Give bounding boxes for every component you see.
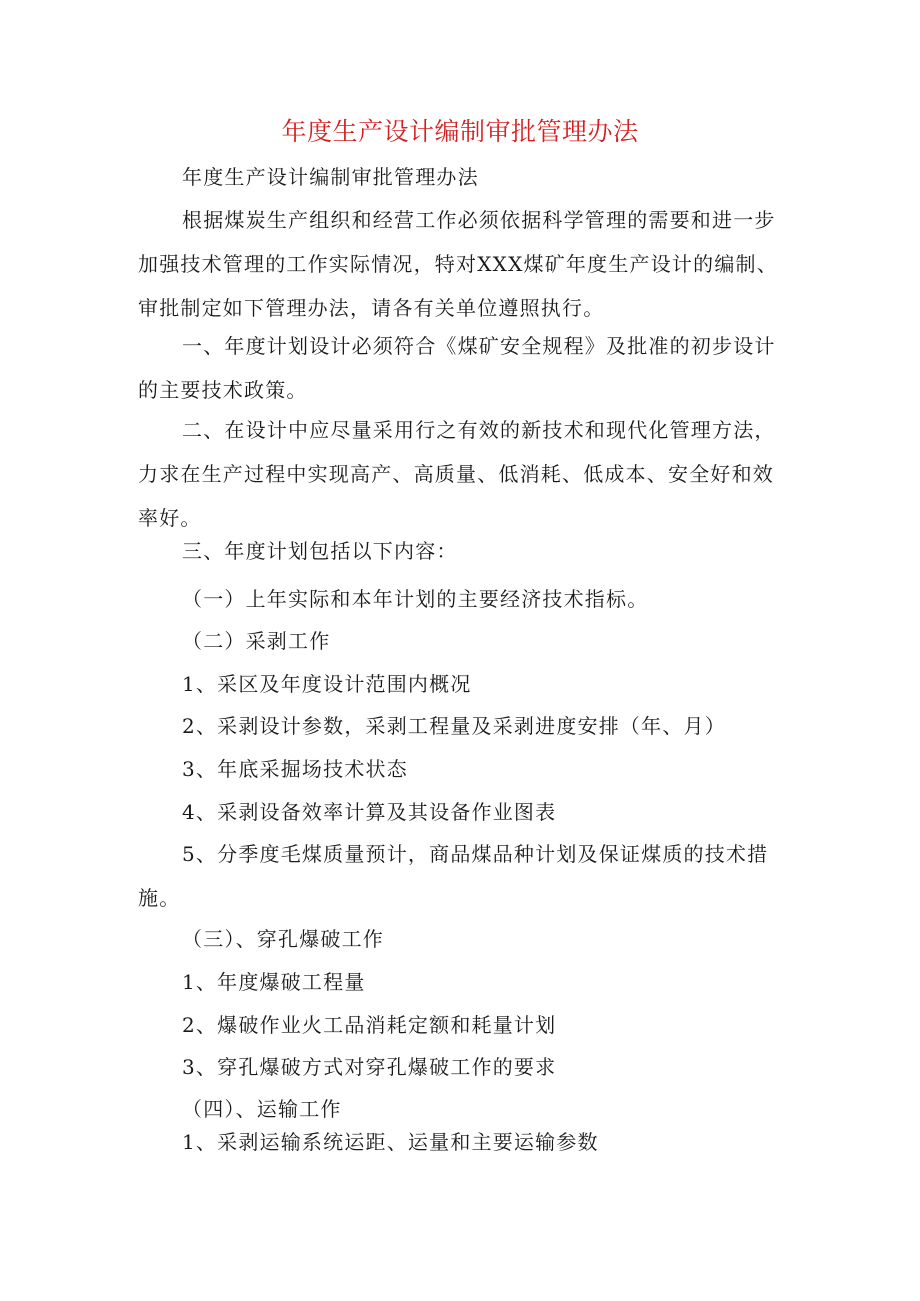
item-3-heading: 三、年度计划包括以下内容：: [182, 539, 458, 563]
section-3-heading: （三）、穿孔爆破工作: [182, 927, 384, 951]
list-item: 5、分季度毛煤质量预计，商品煤品种计划及保证煤质的技术措施。: [138, 842, 769, 910]
document-subtitle: 年度生产设计编制审批管理办法: [182, 165, 479, 189]
list-item: 2、采剥设计参数，采剥工程量及采剥进度安排（年、月）: [182, 714, 726, 738]
list-item: 1、采剥运输系统运距、运量和主要运输参数: [182, 1130, 599, 1154]
section-4-heading: （四）、运输工作: [182, 1097, 342, 1121]
list-item: 3、穿孔爆破方式对穿孔爆破工作的要求: [182, 1055, 557, 1079]
list-item: 4、采剥设备效率计算及其设备作业图表: [182, 800, 557, 824]
list-item: 1、采区及年度设计范围内概况: [182, 672, 472, 696]
list-item: 1、年度爆破工程量: [182, 970, 366, 994]
list-item: 2、爆破作业火工品消耗定额和耗量计划: [182, 1013, 557, 1037]
section-2-heading: （二）采剥工作: [182, 629, 331, 653]
item-2-paragraph: 二、在设计中应尽量采用行之有效的新技术和现代化管理方法，力求在生产过程中实现高产、高质量、低消耗、低成本、安全好和效率好。: [138, 418, 776, 530]
list-item: 3、年底采掘场技术状态: [182, 757, 408, 781]
document-title: 年度生产设计编制审批管理办法: [281, 117, 639, 146]
item-1-paragraph: 一、年度计划设计必须符合《煤矿安全规程》及批准的初步设计的主要技术政策。: [138, 334, 776, 402]
intro-paragraph: 根据煤炭生产组织和经营工作必须依据科学管理的需要和进一步加强技术管理的工作实际情况，特对XXX煤矿年度生产设计的编制、审批制定如下管理办法，请各有关单位遵照执行。: [138, 208, 778, 320]
section-1-heading: （一）上年实际和本年计划的主要经济技术指标。: [182, 587, 649, 611]
